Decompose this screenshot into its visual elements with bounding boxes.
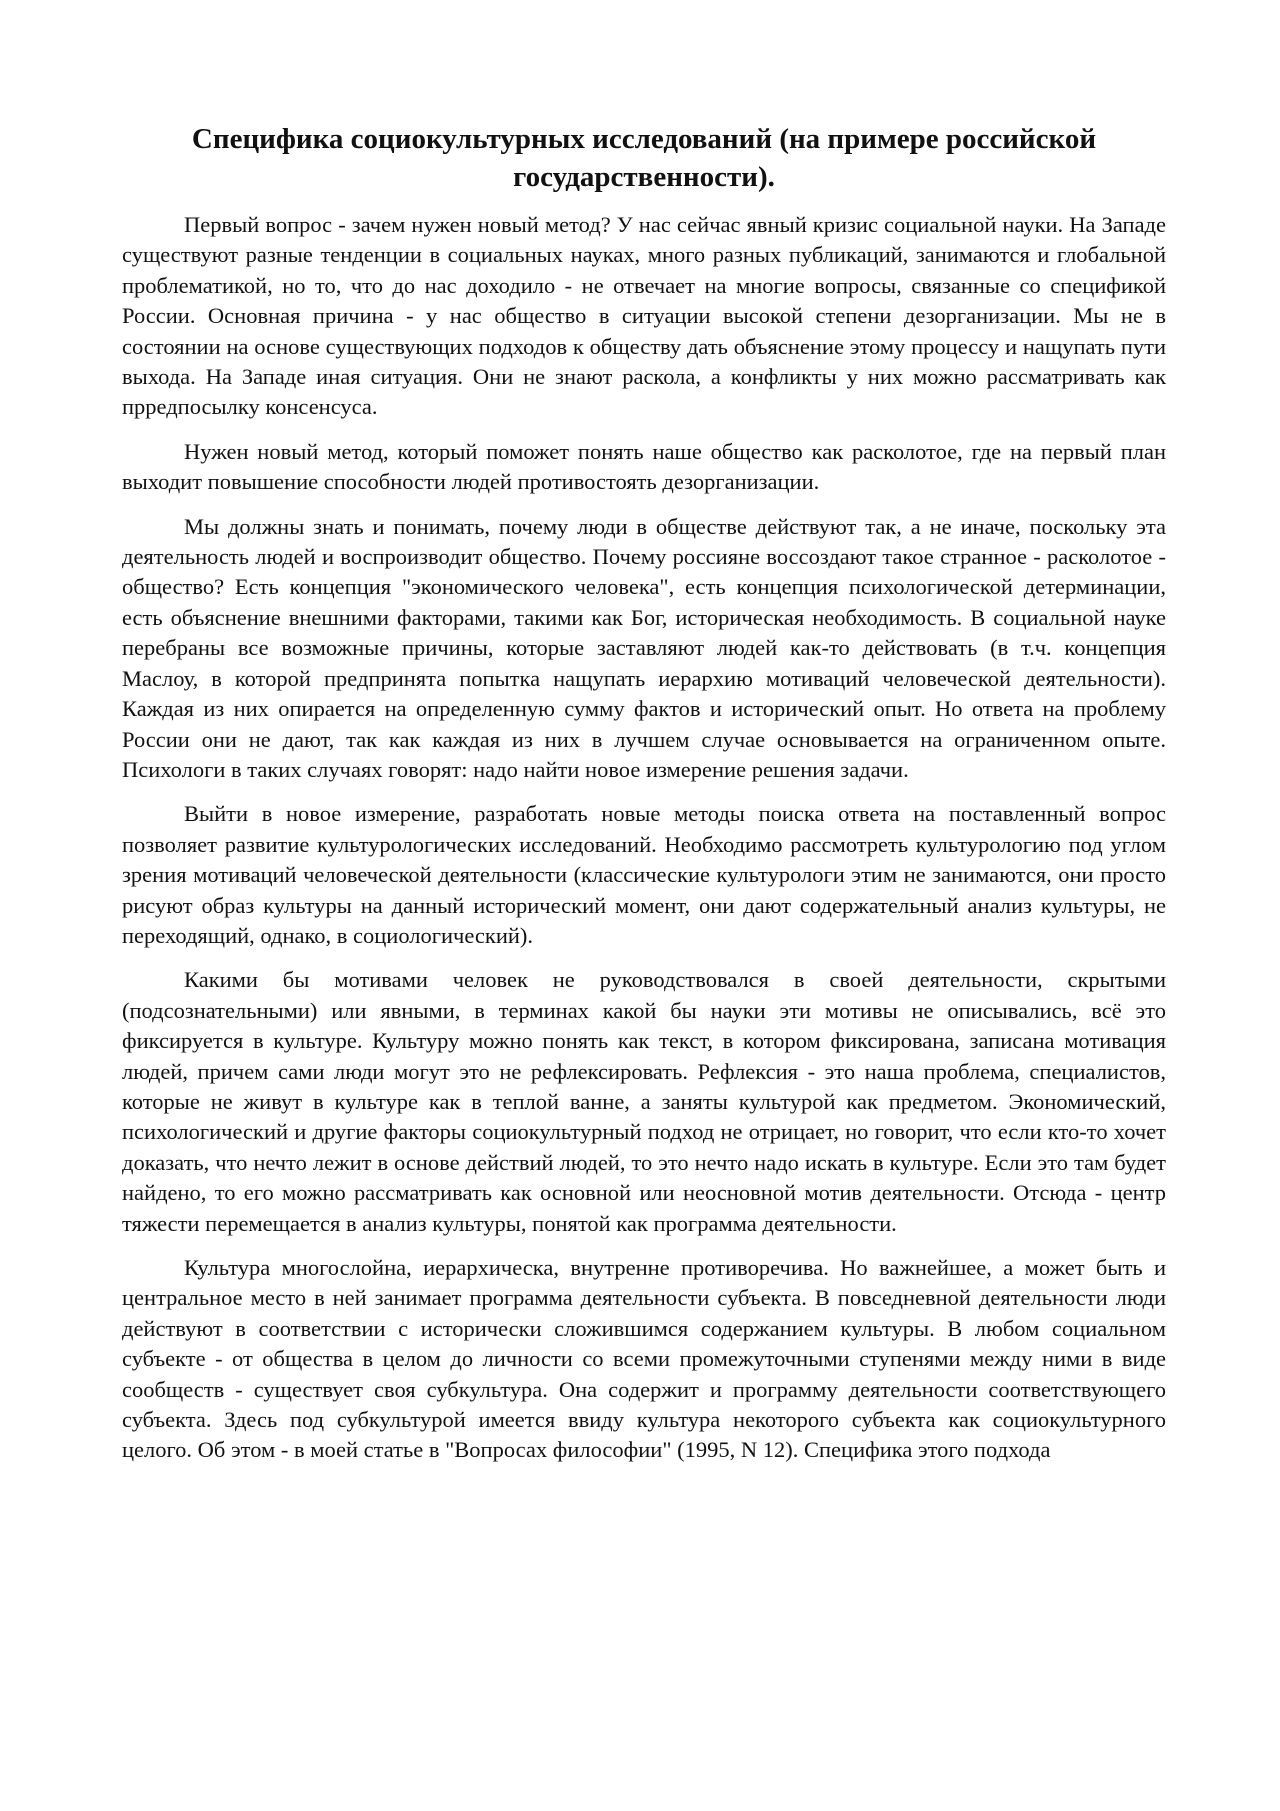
paragraph-5: Какими бы мотивами человек не руководствовался в своей деятельности, скрытыми (подсознательными) или явными, в терминах какой бы науки эти мотивы не описывались, всё это фиксируется в культуре. Культуру можно понять как текст, в котором фиксирована, записана мотивация людей, причем сами люди могут это не рефлексировать. Рефлексия - это наша проблема, специалистов, которые не живут в культуре как в теплой ванне, а заняты культурой как предметом. Экономический, психологический и другие факторы социокультурный подход не отрицает, но говорит, что если кто-то хочет доказать, что нечто лежит в основе действий людей, то это нечто надо искать в культуре. Если это там будет найдено, то его можно рассматривать как основной или неосновной мотив деятельности. Отсюда - центр тяжести перемещается в анализ культуры, понятой как программа деятельности. bbox=[122, 967, 1166, 1236]
paragraph-2: Нужен новый метод, который поможет понять наше общество как расколотое, где на первый план выходит повышение способности людей противостоять дезорганизации. bbox=[122, 438, 1166, 495]
document-body bbox=[122, 120, 1166, 1466]
document-title: Специфика социокультурных исследований (на примере российской государственности). bbox=[191, 123, 1097, 193]
paragraph-3: Мы должны знать и понимать, почему люди в обществе действуют так, а не иначе, поскольку эта деятельность людей и воспроизводит общество. Почему россияне воссоздают такое странное - расколотое - общество? Есть концепция "экономического человека", есть концепция психологической детерминации, есть объяснение внешними факторами, такими как Бог, историческая необходимость. В социальной науке перебраны все возможные причины, которые заставляют людей как-то действовать (в т.ч. концепция Маслоу, в которой предпринята попытка нащупать иерархию мотиваций человеческой деятельности). Каждая из них опирается на определенную сумму фактов и исторический опыт. Но ответа на проблему России они не дают, так как каждая из них в лучшем случае основывается на ограниченном опыте. Психологи в таких случаях говорят: надо найти новое измерение решения задачи. bbox=[122, 513, 1166, 782]
paragraph-4: Выйти в новое измерение, разработать новые методы поиска ответа на поставленный вопрос позволяет развитие культурологических исследований. Необходимо рассмотреть культурологию под углом зрения мотиваций человеческой деятельности (классические культурологи этим не занимаются, они просто рисуют образ культуры на данный исторический момент, они дают содержательный анализ культуры, не переходящий, однако, в социологический). bbox=[122, 801, 1166, 948]
paragraph-6: Культура многослойна, иерархическа, внутренне противоречива. Но важнейшее, а может быть и центральное место в ней занимает программа деятельности субъекта. В повседневной деятельности люди действуют в соответствии с исторически сложившимся содержанием культуры. В любом социальном субъекте - от общества в целом до личности со всеми промежуточными ступенями между ними в виде сообществ - существует своя субкультура. Она содержит и программу деятельности соответствующего субъекта. Здесь под субкультурой имеется ввиду культура некоторого субъекта как социокультурного целого. Об этом - в моей статье в "Вопросах философии" (1995, N 12). Специфика этого подхода bbox=[122, 1255, 1166, 1463]
paragraph-1: Первый вопрос - зачем нужен новый метод? У нас сейчас явный кризис социальной науки. На Западе существуют разные тенденции в социальных науках, много разных публикаций, занимаются и глобальной проблематикой, но то, что до нас доходило - не отвечает на многие вопросы, связанные со спецификой России. Основная причина - у нас общество в ситуации высокой степени дезорганизации. Мы не в состоянии на основе существующих подходов к обществу дать объяснение этому процессу и нащупать пути выхода. На Западе иная ситуация. Они не знают раскола, а конфликты у них можно рассматривать как прредпосылку консенсуса. bbox=[122, 212, 1166, 420]
